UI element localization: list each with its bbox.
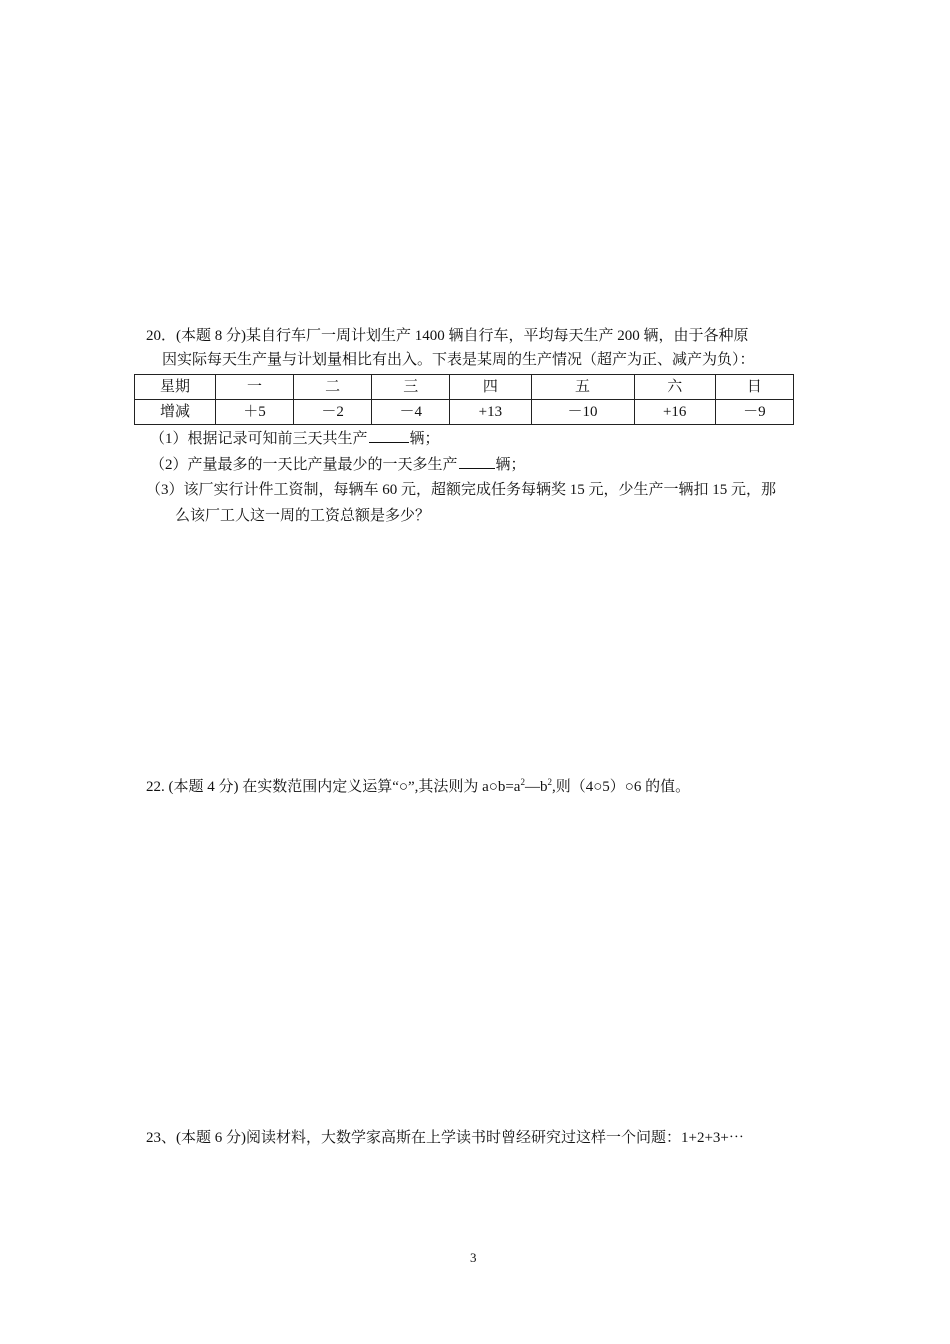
part-2-unit: 辆； bbox=[495, 457, 526, 473]
day-cell: 三 bbox=[372, 375, 450, 400]
question-20-part-1 bbox=[150, 428, 440, 449]
question-22 bbox=[146, 777, 690, 797]
change-cell: －2 bbox=[294, 400, 372, 425]
day-cell: 四 bbox=[450, 375, 531, 400]
question-20-line-2: 因实际每天生产量与计划量相比有出入。下表是某周的生产情况（超产为正、减产为负）： bbox=[162, 352, 755, 368]
change-cell: +16 bbox=[634, 400, 715, 425]
question-23: 23、(本题 6 分)阅读材料，大数学家高斯在上学读书时曾经研究过这样一个问题：1+2+3+⋯ bbox=[146, 1130, 744, 1146]
part-2-text: （2）产量最多的一天比产量最少的一天多生产 bbox=[150, 457, 458, 473]
row-label-change: 增减 bbox=[135, 400, 216, 425]
page-number: 3 bbox=[470, 1250, 477, 1265]
change-cell: ＋5 bbox=[216, 400, 294, 425]
production-table bbox=[134, 374, 794, 425]
q22-text-1: 22. (本题 4 分) 在实数范围内定义运算“○”,其法则为 a○b=a bbox=[146, 779, 521, 795]
part-1-text: （1）根据记录可知前三天共生产 bbox=[150, 431, 368, 447]
answer-blank-2[interactable] bbox=[459, 454, 495, 469]
q22-superscript-1: 2 bbox=[520, 777, 525, 787]
day-cell: 一 bbox=[216, 375, 294, 400]
change-cell: +13 bbox=[450, 400, 531, 425]
q22-text-3: ,则（4○5）○6 的值。 bbox=[551, 779, 691, 795]
table-row-change bbox=[135, 400, 794, 425]
change-cell: －10 bbox=[531, 400, 634, 425]
change-cell: －9 bbox=[715, 400, 793, 425]
day-cell: 五 bbox=[531, 375, 634, 400]
question-20-part-3-line-1: （3）该厂实行计件工资制，每辆车 60 元，超额完成任务每辆奖 15 元，少生产一辆扣 15 元，那 bbox=[146, 482, 777, 498]
question-20-part-3-line-2: 么该厂工人这一周的工资总额是多少？ bbox=[175, 508, 431, 524]
table-row-weekday bbox=[135, 375, 794, 400]
q22-superscript-2: 2 bbox=[547, 777, 552, 787]
question-20-part-2 bbox=[150, 454, 526, 475]
question-20-line-1: 20．(本题 8 分)某自行车厂一周计划生产 1400 辆自行车，平均每天生产 200 辆，由于各种原 bbox=[146, 328, 749, 344]
part-1-unit: 辆； bbox=[409, 431, 440, 447]
answer-blank-1[interactable] bbox=[369, 428, 409, 443]
day-cell: 二 bbox=[294, 375, 372, 400]
day-cell: 日 bbox=[715, 375, 793, 400]
change-cell: －4 bbox=[372, 400, 450, 425]
row-label-weekday: 星期 bbox=[135, 375, 216, 400]
day-cell: 六 bbox=[634, 375, 715, 400]
q22-text-2: —b bbox=[524, 779, 548, 795]
